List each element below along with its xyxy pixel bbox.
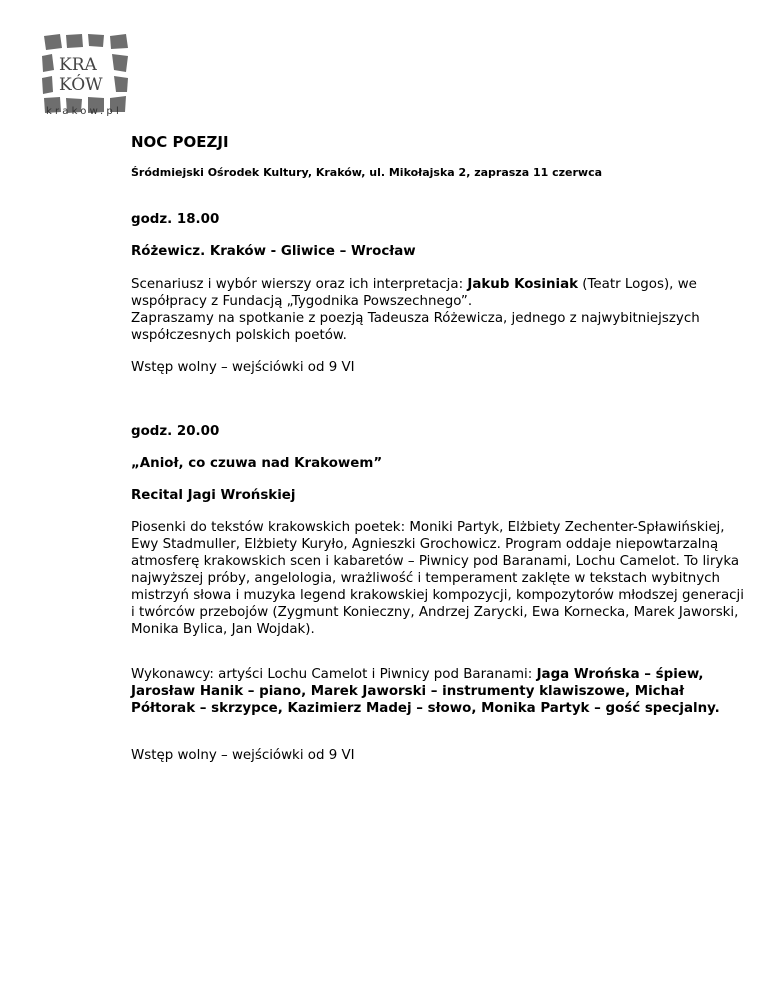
part1-description — [131, 276, 746, 344]
part1-desc-suffix: (Teatr Logos), we współpracy z Fundacją „Tygodnika Powszechnego”. — [131, 277, 697, 309]
part1-time: godz. 18.00 — [131, 212, 220, 227]
part2-title: „Anioł, co czuwa nad Krakowem” — [131, 456, 383, 471]
performers-names: Jaga Wrońska – śpiew, Jarosław Hanik – piano, Marek Jaworski – instrumenty klawiszowe, Michał Półtorak – skrzypce, Kazimierz Madej – słowo, Monika Partyk – gość specjalny. — [131, 667, 720, 716]
part1-desc2: Zapraszamy na spotkanie z poezją Tadeusza Różewicza, jednego z najwybitniejszych współczesnych polskich poetów. — [131, 311, 700, 343]
logo-text-top: KRA — [59, 55, 97, 75]
part2-performers — [131, 666, 746, 717]
event-title: NOC POEZJI — [131, 133, 229, 151]
part2-time: godz. 20.00 — [131, 424, 220, 439]
part2-subtitle: Recital Jagi Wrońskiej — [131, 488, 296, 503]
part1-heading: Różewicz. Kraków - Gliwice – Wrocław — [131, 244, 416, 259]
part1-desc-name: Jakub Kosiniak — [467, 277, 579, 292]
logo-url: krakow.pl — [46, 106, 122, 117]
performers-prefix: Wykonawcy: artyści Lochu Camelot i Piwnicy pod Baranami: — [131, 667, 537, 682]
logo-text-bottom: KÓW — [59, 75, 103, 95]
event-subtitle: Śródmiejski Ośrodek Kultury, Kraków, ul. Mikołajska 2, zaprasza 11 czerwca — [131, 166, 603, 179]
part2-entry: Wstęp wolny – wejściówki od 9 VI — [131, 748, 355, 763]
part1-entry: Wstęp wolny – wejściówki od 9 VI — [131, 360, 355, 375]
part1-desc-prefix: Scenariusz i wybór wierszy oraz ich interpretacja: — [131, 277, 468, 292]
part2-description: Piosenki do tekstów krakowskich poetek: Moniki Partyk, Elżbiety Zechenter-Spławińskiej, Ewy Stadmuller, Elżbiety Kuryło, Agnieszki Grochowicz. Program oddaje niepowtarzalną atmosferę krakowskich scen i kabaretów – Piwnicy pod Baranami, Lochu Camelot. To liryka najwyższej próby, angelologia, wrażliwość i temperament zaklęte w tekstach wybitnych mistrzyń słowa i muzyka legend krakowskiej kompozycji, kompozytorów młodszej generacji i twórców przebojów (Zygmunt Konieczny, Andrzej Zarycki, Ewa Kornecka, Marek Jaworski, Monika Bylica, Jan Wojdak). — [131, 520, 744, 637]
